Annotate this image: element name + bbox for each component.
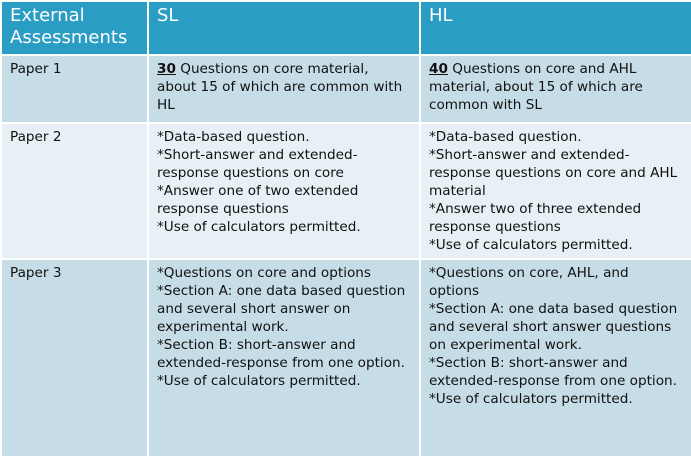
header-external-assessments: External Assessments — [1, 1, 148, 55]
paper-2-hl-cell — [420, 123, 691, 259]
cell-line: *Use of calculators permitted. — [429, 237, 633, 253]
cell-line: *Answer two of three extended response questions — [429, 201, 642, 235]
question-count: 40 — [429, 61, 448, 77]
row-label: Paper 2 — [1, 123, 148, 259]
cell-line: *Use of calculators permitted. — [157, 219, 361, 235]
header-sl: SL — [148, 1, 420, 55]
table-row-paper-3 — [1, 259, 691, 457]
cell-line: *Use of calculators permitted. — [429, 391, 633, 407]
paper-3-hl-cell — [420, 259, 691, 457]
paper-1-sl-cell — [148, 55, 420, 123]
header-row — [1, 1, 691, 55]
cell-line: *Answer one of two extended response questions — [157, 183, 359, 217]
cell-line: *Section B: short-answer and extended-response from one option. — [157, 337, 405, 371]
cell-line: *Section A: one data based question and several short answer questions on experimental work. — [429, 301, 678, 353]
cell-line: *Data-based question. — [429, 129, 582, 145]
paper-1-hl-cell — [420, 55, 691, 123]
question-count: 30 — [157, 61, 176, 77]
cell-line: *Data-based question. — [157, 129, 310, 145]
table-row-paper-1 — [1, 55, 691, 123]
row-label: Paper 3 — [1, 259, 148, 457]
table-row-paper-2 — [1, 123, 691, 259]
header-hl: HL — [420, 1, 691, 55]
cell-text: Questions on core material, about 15 of which are common with HL — [157, 61, 403, 113]
cell-line: *Use of calculators permitted. — [157, 373, 361, 389]
cell-text: Questions on core and AHL material, about 15 of which are common with SL — [429, 61, 643, 113]
cell-line: *Section B: short-answer and extended-response from one option. — [429, 355, 677, 389]
cell-line: *Short-answer and extended-response questions on core and AHL material — [429, 147, 678, 199]
paper-3-sl-cell — [148, 259, 420, 457]
cell-line: *Section A: one data based question and several short answer on experimental work. — [157, 283, 406, 335]
paper-2-sl-cell — [148, 123, 420, 259]
cell-line: *Questions on core and options — [157, 265, 371, 281]
cell-line: *Questions on core, AHL, and options — [429, 265, 629, 299]
cell-line: *Short-answer and extended-response questions on core — [157, 147, 358, 181]
row-label: Paper 1 — [1, 55, 148, 123]
